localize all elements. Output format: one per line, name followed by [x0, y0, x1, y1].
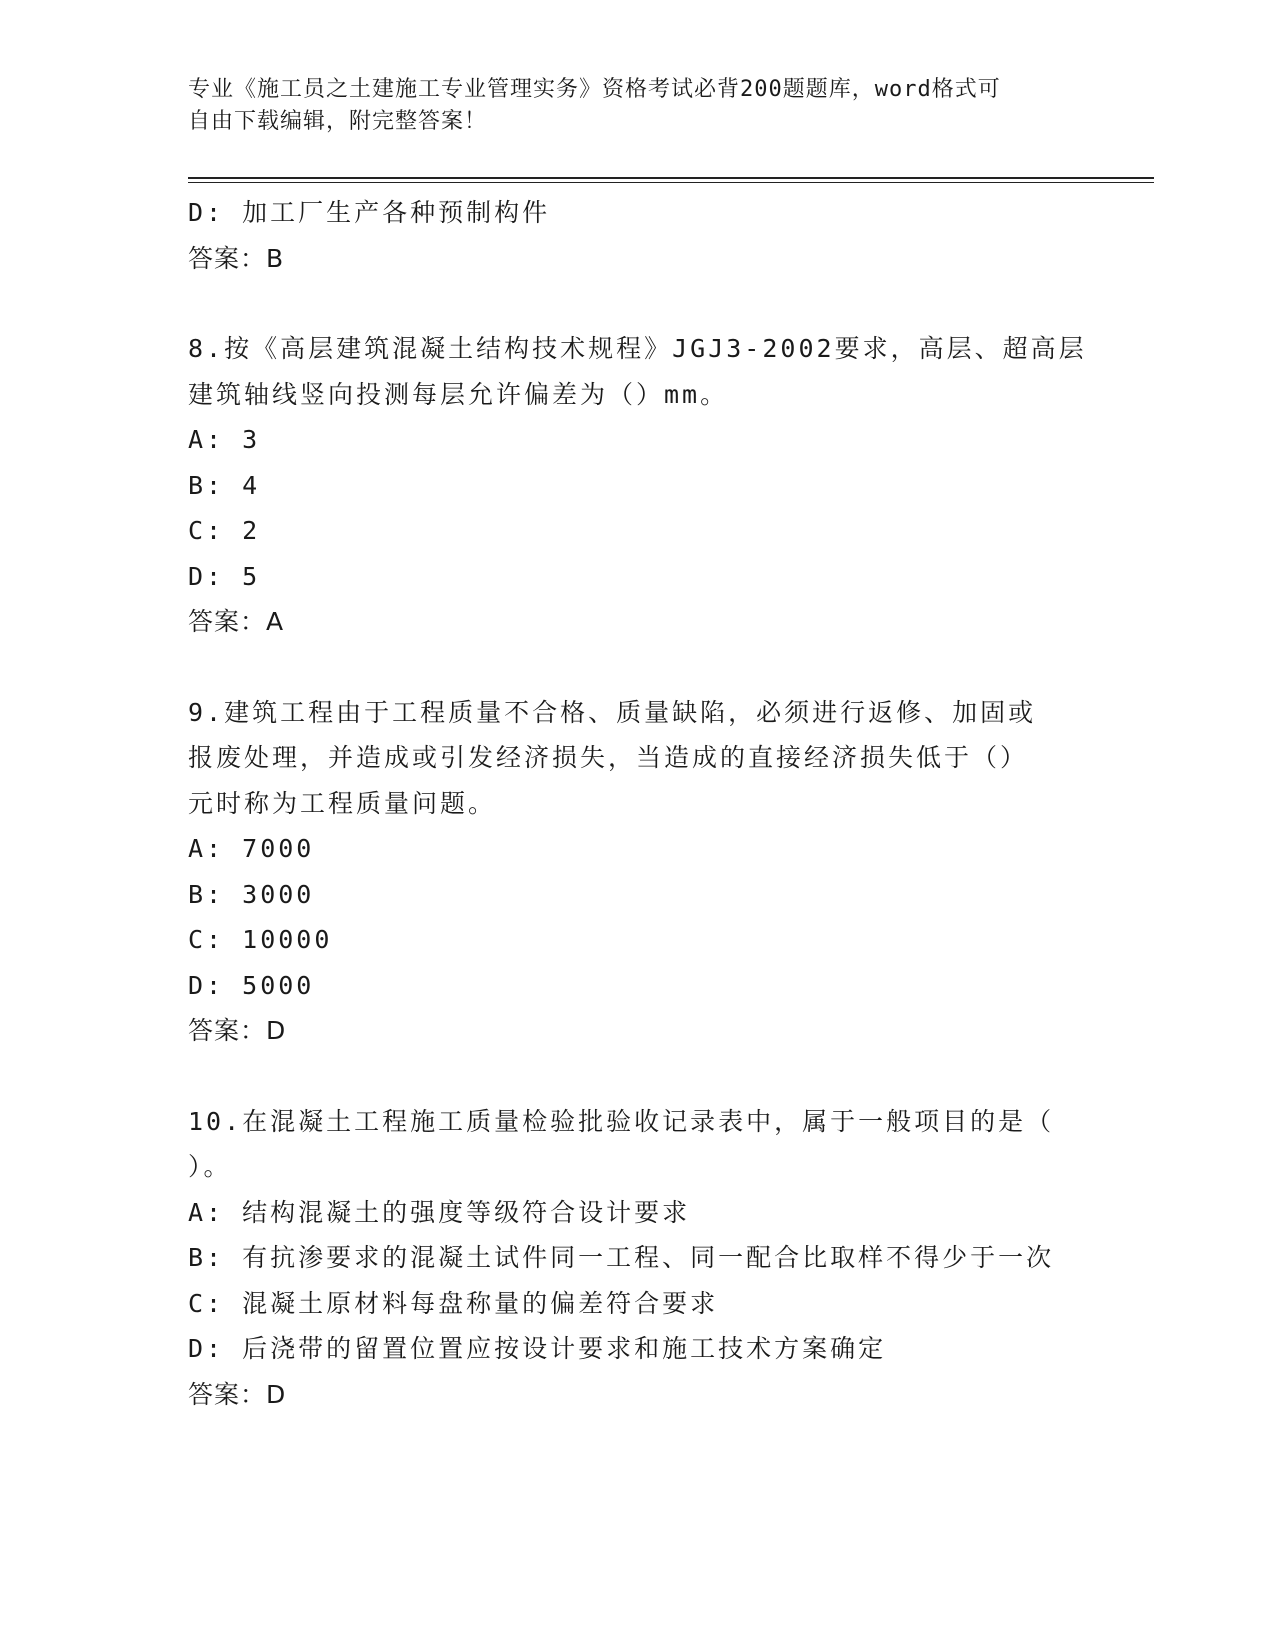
option-a: A: 7000: [188, 834, 315, 863]
answer-line: 答案：D: [188, 1379, 287, 1409]
option-a: A: 3: [188, 425, 261, 454]
option-c: C: 10000: [188, 925, 333, 954]
question-8: [188, 326, 1088, 645]
spacer: [188, 281, 1088, 326]
header-line-1: 专业《施工员之土建施工专业管理实务》资格考试必背200题题库，word格式可: [188, 77, 1001, 102]
spacer: [188, 1054, 1088, 1099]
question-text-line: ）。: [188, 1152, 232, 1181]
option-b: B: 4: [188, 470, 261, 500]
header-line-2: 自由下载编辑，附完整答案！: [188, 109, 488, 134]
answer-line: 答案：B: [188, 243, 285, 273]
question-text-line: 8.按《高层建筑混凝土结构技术规程》JGJ3-2002要求，高层、超高层: [188, 334, 1087, 363]
option-c: C: 混凝土原材料每盘称量的偏差符合要求: [188, 1288, 719, 1318]
header-divider-thin: [188, 182, 1154, 183]
option-a: A: 结构混凝土的强度等级符合设计要求: [188, 1197, 691, 1227]
question-9: [188, 690, 1088, 1054]
option-d: D: 加工厂生产各种预制构件: [188, 198, 551, 227]
question-text-line: 报废处理，并造成或引发经济损失，当造成的直接经济损失低于（）: [188, 743, 1029, 772]
option-d: D: 后浇带的留置位置应按设计要求和施工技术方案确定: [188, 1334, 887, 1363]
answer-line: 答案：A: [188, 607, 285, 636]
previous-question-tail: [188, 190, 1088, 281]
question-text-line: 9.建筑工程由于工程质量不合格、质量缺陷，必须进行返修、加固或: [188, 697, 1037, 727]
header-divider-thick: [188, 177, 1154, 179]
document-header: [188, 74, 1068, 138]
spacer: [188, 645, 1088, 690]
document-body: [188, 190, 1088, 1417]
question-text-line: 元时称为工程质量问题。: [188, 788, 497, 818]
question-text-line: 10.在混凝土工程施工质量检验批验收记录表中，属于一般项目的是（: [188, 1106, 1055, 1136]
question-10: [188, 1099, 1088, 1418]
answer-line: 答案：D: [188, 1016, 287, 1045]
option-c: C: 2: [188, 516, 261, 545]
option-d: D: 5000: [188, 970, 315, 1000]
option-d: D: 5: [188, 561, 261, 591]
option-b: B: 3000: [188, 879, 315, 909]
question-text-line: 建筑轴线竖向投测每层允许偏差为（）mm。: [188, 379, 729, 409]
option-b: B: 有抗渗要求的混凝土试件同一工程、同一配合比取样不得少于一次: [188, 1243, 1055, 1272]
